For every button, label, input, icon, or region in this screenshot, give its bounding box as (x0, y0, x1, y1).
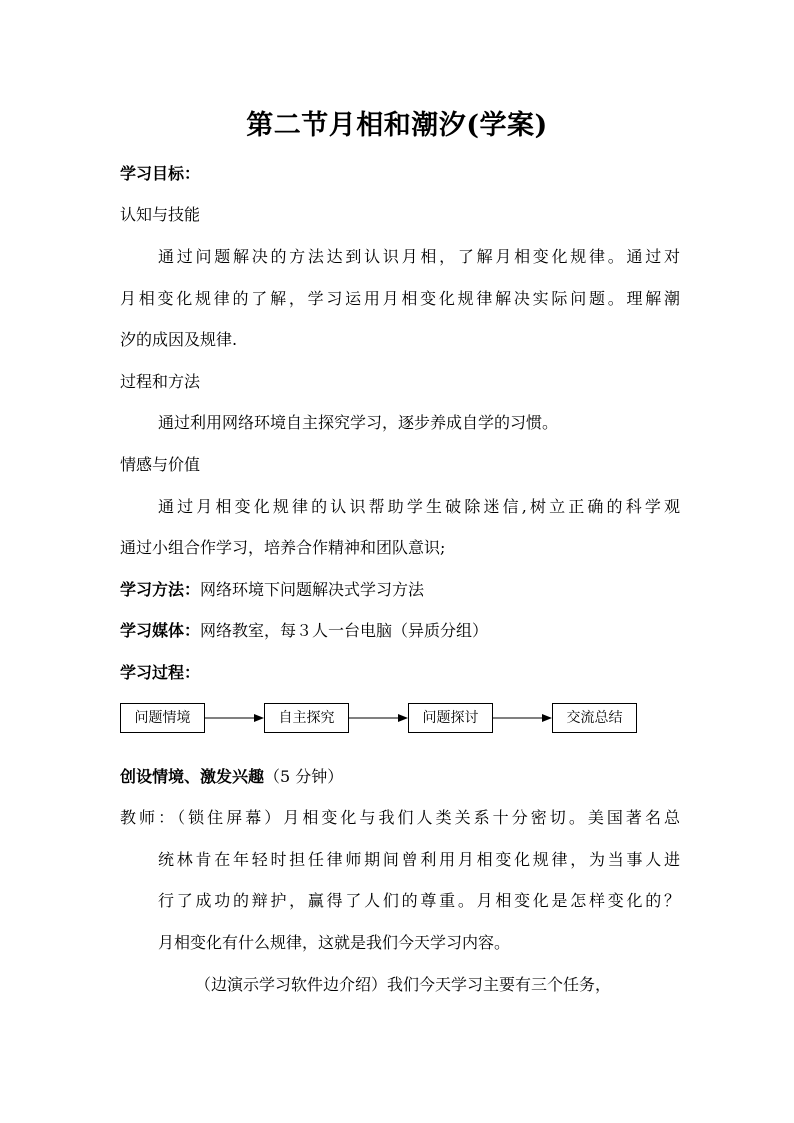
teacher-line-1: 教师：（锁住屏幕）月相变化与我们人类关系十分密切。美国著名总 (120, 808, 680, 827)
knowledge-line-1: 通过问题解决的方法达到认识月相，了解月相变化规律。通过对 (158, 247, 680, 266)
process-flowchart (120, 703, 640, 735)
emotion-heading: 情感与价值 (120, 455, 201, 474)
intro-duration: （5 分钟） (264, 767, 344, 786)
intro-row (120, 766, 680, 788)
emotion-line-2: 通过小组合作学习，培养合作精神和团队意识; (120, 538, 446, 557)
page-title: 第二节月相和潮汐(学案) (246, 110, 548, 141)
process-heading: 过程和方法 (120, 372, 201, 391)
teacher-line-3: 行了成功的辩护，赢得了人们的尊重。月相变化是怎样变化的？ (158, 891, 680, 910)
flow-step-summary: 交流总结 (552, 703, 637, 733)
emotion-line-1: 通过月相变化规律的认识帮助学生破除迷信,树立正确的科学观 (158, 497, 680, 516)
teacher-line-5: （边演示学习软件边介绍）我们今天学习主要有三个任务， (195, 975, 612, 994)
flow-step-problem-situation: 问题情境 (120, 703, 205, 733)
flow-step-problem-discussion: 问题探讨 (408, 703, 493, 733)
intro-heading: 创设情境、激发兴趣 (120, 767, 265, 786)
teacher-line-2: 统林肯在年轻时担任律师期间曾利用月相变化规律，为当事人进 (158, 850, 680, 869)
method-label: 学习方法： (120, 580, 201, 599)
method-value: 网络环境下问题解决式学习方法 (200, 580, 425, 599)
knowledge-heading: 认知与技能 (120, 205, 201, 224)
media-value: 网络教室，每３人一台电脑（异质分组） (200, 621, 489, 640)
media-label: 学习媒体： (120, 621, 201, 640)
process-label: 学习过程： (120, 663, 201, 682)
media-row (120, 620, 680, 642)
method-row (120, 579, 680, 601)
objectives-heading: 学习目标： (120, 164, 201, 183)
knowledge-line-3: 汐的成因及规律. (120, 330, 238, 349)
teacher-line-4: 月相变化有什么规律，这就是我们今天学习内容。 (158, 933, 511, 952)
process-line-1: 通过利用网络环境自主探究学习，逐步养成自学的习惯。 (158, 413, 559, 432)
flow-step-self-exploration: 自主探究 (264, 703, 349, 733)
knowledge-line-2: 月相变化规律的了解，学习运用月相变化规律解决实际问题。理解潮 (120, 289, 680, 308)
